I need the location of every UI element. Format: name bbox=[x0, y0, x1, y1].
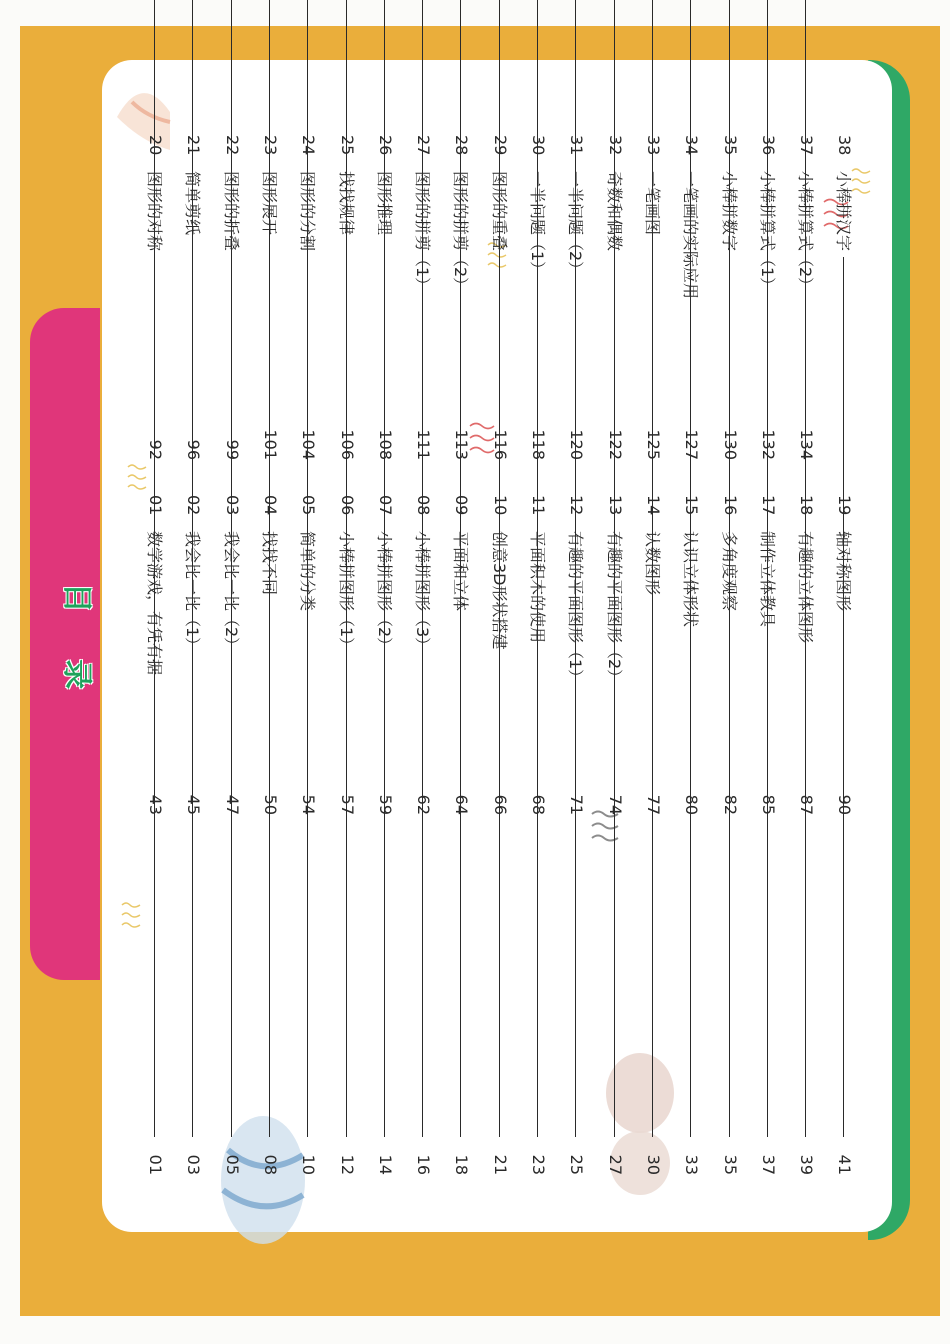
entry-number: 02 bbox=[184, 495, 204, 516]
entry-page-number: 16 bbox=[414, 1154, 434, 1175]
entry-title: 小棒拼算式（2） bbox=[796, 171, 816, 294]
entry-title: 找找不同 bbox=[260, 531, 280, 596]
entry-number: 23 bbox=[261, 135, 281, 156]
entry-page-number: 82 bbox=[721, 794, 740, 815]
entry-page-number: 43 bbox=[146, 794, 166, 815]
entry-title: 小棒拼数字 bbox=[720, 171, 739, 252]
toc-entry[interactable] bbox=[144, 0, 168, 460]
entry-title: 找找规律 bbox=[337, 171, 356, 236]
entry-title: 图形的拼剪（1） bbox=[413, 171, 433, 294]
entry-title: 认识立体形状 bbox=[681, 531, 701, 628]
toc-entry[interactable] bbox=[604, 0, 628, 460]
entry-page-number: 62 bbox=[414, 794, 434, 815]
entry-page-number: 122 bbox=[606, 429, 626, 460]
entry-number: 19 bbox=[835, 495, 855, 516]
entry-page-number: 104 bbox=[299, 429, 319, 460]
entry-page-number: 71 bbox=[567, 794, 587, 815]
toc-entry[interactable] bbox=[719, 0, 743, 460]
toc-entry[interactable] bbox=[297, 0, 321, 460]
toc-entry[interactable] bbox=[565, 0, 589, 460]
entry-number: 16 bbox=[721, 495, 740, 516]
entry-page-number: 127 bbox=[682, 429, 702, 460]
entry-title: 一半问题（2） bbox=[566, 171, 586, 278]
entry-title: 图形的对称 bbox=[145, 171, 165, 252]
toc-entry[interactable] bbox=[527, 0, 551, 460]
entry-page-number: 47 bbox=[223, 794, 243, 815]
entry-number: 07 bbox=[376, 495, 396, 516]
entry-page-number: 85 bbox=[759, 794, 779, 815]
entry-number: 24 bbox=[299, 135, 319, 156]
entry-number: 05 bbox=[299, 495, 319, 516]
toc-entry[interactable] bbox=[757, 0, 781, 460]
entry-number: 20 bbox=[146, 135, 166, 156]
entry-title: 平面积木的使用 bbox=[528, 531, 548, 644]
entry-page-number: 03 bbox=[184, 1154, 204, 1175]
entry-number: 38 bbox=[835, 135, 855, 156]
entry-page-number: 14 bbox=[376, 1154, 396, 1175]
leader-line bbox=[767, 0, 768, 422]
entry-page-number: 25 bbox=[567, 1154, 587, 1175]
entry-title: 小棒拼汉字 bbox=[834, 171, 854, 252]
toc-entry[interactable] bbox=[489, 0, 513, 460]
entry-page-number: 125 bbox=[644, 429, 664, 460]
leader-line bbox=[806, 0, 807, 422]
entry-page-number: 120 bbox=[567, 429, 587, 460]
entry-title: 平面和立体 bbox=[451, 531, 471, 612]
entry-page-number: 116 bbox=[491, 429, 511, 460]
entry-page-number: 68 bbox=[529, 794, 549, 815]
entry-page-number: 59 bbox=[376, 794, 396, 815]
entry-number: 09 bbox=[452, 495, 472, 516]
entry-page-number: 132 bbox=[759, 429, 779, 460]
entry-number: 14 bbox=[644, 495, 664, 516]
entry-number: 25 bbox=[338, 135, 357, 156]
entry-title: 创意3D形状搭建 bbox=[490, 531, 510, 650]
entry-number: 18 bbox=[797, 495, 817, 516]
entry-title: 小棒拼算式（1） bbox=[758, 171, 778, 294]
entry-page-number: 92 bbox=[146, 439, 166, 460]
entry-title: 我会比一比（1） bbox=[183, 531, 203, 654]
entry-page-number: 30 bbox=[644, 1154, 664, 1175]
entry-number: 37 bbox=[797, 135, 817, 156]
entry-title: 图形的分割 bbox=[298, 171, 318, 252]
entry-page-number: 80 bbox=[682, 794, 702, 815]
entry-number: 29 bbox=[491, 135, 511, 156]
entry-title: 多角度观察 bbox=[720, 531, 739, 612]
title-wrap bbox=[59, 582, 100, 708]
entry-page-number: 57 bbox=[338, 794, 357, 815]
entry-page-number: 39 bbox=[797, 1154, 817, 1175]
leader-line bbox=[193, 0, 194, 422]
entry-page-number: 41 bbox=[835, 1154, 855, 1175]
entry-page-number: 113 bbox=[452, 429, 472, 460]
entry-page-number: 35 bbox=[721, 1154, 740, 1175]
entry-page-number: 66 bbox=[491, 794, 511, 815]
entry-page-number: 77 bbox=[644, 794, 664, 815]
toc-entry[interactable] bbox=[833, 135, 857, 815]
leader-line bbox=[614, 0, 615, 422]
leader-line bbox=[384, 0, 385, 422]
entry-page-number: 130 bbox=[721, 429, 740, 460]
entry-page-number: 50 bbox=[261, 794, 281, 815]
entry-number: 03 bbox=[223, 495, 243, 516]
leader-line bbox=[844, 257, 845, 777]
entry-title: 简单剪纸 bbox=[183, 171, 203, 236]
entry-title: 制作立体教具 bbox=[758, 531, 778, 628]
entry-number: 06 bbox=[338, 495, 357, 516]
entry-page-number: 18 bbox=[452, 1154, 472, 1175]
entry-title: 有趣的平面图形（2） bbox=[605, 531, 625, 686]
entry-page-number: 33 bbox=[682, 1154, 702, 1175]
entry-page-number: 23 bbox=[529, 1154, 549, 1175]
entry-title: 图形的重叠 bbox=[490, 171, 510, 252]
entry-number: 22 bbox=[223, 135, 243, 156]
entry-number: 11 bbox=[529, 495, 549, 516]
entry-number: 36 bbox=[759, 135, 779, 156]
entry-title: 一笔画图 bbox=[643, 171, 663, 236]
entry-number: 35 bbox=[721, 135, 740, 156]
entry-title: 图形展开 bbox=[260, 171, 280, 236]
entry-title: 小棒拼图形（1） bbox=[337, 531, 356, 654]
entry-page-number: 118 bbox=[529, 429, 549, 460]
leader-line bbox=[155, 0, 156, 422]
toc-entry[interactable] bbox=[336, 0, 360, 460]
entry-page-number: 10 bbox=[299, 1154, 319, 1175]
entry-page-number: 12 bbox=[338, 1154, 357, 1175]
leader-line bbox=[538, 0, 539, 422]
entry-title: 认数图形 bbox=[643, 531, 663, 596]
entry-number: 15 bbox=[682, 495, 702, 516]
entry-page-number: 111 bbox=[414, 429, 434, 460]
entry-page-number: 99 bbox=[223, 439, 243, 460]
toc-entry[interactable] bbox=[374, 0, 398, 460]
entry-page-number: 74 bbox=[606, 794, 626, 815]
leader-line bbox=[691, 0, 692, 422]
leader-line bbox=[576, 0, 577, 422]
entry-page-number: 108 bbox=[376, 429, 396, 460]
leader-line bbox=[423, 0, 424, 422]
entry-number: 10 bbox=[491, 495, 511, 516]
entry-number: 26 bbox=[376, 135, 396, 156]
entry-number: 04 bbox=[261, 495, 281, 516]
entry-title: 图形推理 bbox=[375, 171, 395, 236]
entry-title: 一半问题（1） bbox=[528, 171, 548, 278]
entry-page-number: 54 bbox=[299, 794, 319, 815]
entry-number: 12 bbox=[567, 495, 587, 516]
entry-title: 有趣的立体图形 bbox=[796, 531, 816, 644]
toc-entry[interactable] bbox=[642, 0, 666, 460]
entry-title: 小棒拼图形（3） bbox=[413, 531, 433, 654]
squiggle-decoration bbox=[120, 900, 142, 940]
entry-number: 34 bbox=[682, 135, 702, 156]
entry-page-number: 01 bbox=[146, 1154, 166, 1175]
entry-title: 简单的分类 bbox=[298, 531, 318, 612]
entry-number: 28 bbox=[452, 135, 472, 156]
entry-title: 有趣的平面图形（1） bbox=[566, 531, 586, 686]
entry-page-number: 37 bbox=[759, 1154, 779, 1175]
entry-number: 01 bbox=[146, 495, 166, 516]
toc-entry[interactable] bbox=[259, 0, 283, 460]
entry-number: 21 bbox=[184, 135, 204, 156]
entry-number: 27 bbox=[414, 135, 434, 156]
entry-page-number: 96 bbox=[184, 439, 204, 460]
entry-page-number: 106 bbox=[338, 429, 357, 460]
entry-title: 图形的拼剪（2） bbox=[451, 171, 471, 294]
entry-page-number: 101 bbox=[261, 429, 281, 460]
toc-entry[interactable] bbox=[680, 0, 704, 460]
leader-line bbox=[231, 0, 232, 422]
entry-page-number: 27 bbox=[606, 1154, 626, 1175]
entry-number: 13 bbox=[606, 495, 626, 516]
leader-line bbox=[346, 0, 347, 422]
entry-page-number: 08 bbox=[261, 1154, 281, 1175]
leader-line bbox=[499, 0, 500, 422]
leader-line bbox=[269, 0, 270, 422]
leader-line bbox=[461, 0, 462, 422]
toc-entry[interactable] bbox=[182, 0, 206, 460]
entry-number: 30 bbox=[529, 135, 549, 156]
entry-title: 一笔画的实际应用 bbox=[681, 171, 701, 300]
entry-title: 数学游戏，有凭有据 bbox=[145, 531, 165, 676]
leader-line bbox=[729, 0, 730, 422]
entry-number: 32 bbox=[606, 135, 626, 156]
entry-number: 31 bbox=[567, 135, 587, 156]
entry-page-number: 134 bbox=[797, 429, 817, 460]
entry-page-number: 05 bbox=[223, 1154, 243, 1175]
entry-title: 我会比一比（2） bbox=[222, 531, 242, 654]
toc-entry[interactable] bbox=[795, 0, 819, 460]
entry-title: 小棒拼图形（2） bbox=[375, 531, 395, 654]
leader-line bbox=[308, 0, 309, 422]
entry-page-number: 45 bbox=[184, 794, 204, 815]
toc-entry[interactable] bbox=[450, 0, 474, 460]
leader-line bbox=[652, 0, 653, 422]
toc-entry[interactable] bbox=[221, 0, 245, 460]
toc-entry[interactable] bbox=[412, 0, 436, 460]
entry-page-number: 21 bbox=[491, 1154, 511, 1175]
entry-title: 图形的折叠 bbox=[222, 171, 242, 252]
entry-number: 33 bbox=[644, 135, 664, 156]
page-title: 目 录 bbox=[59, 582, 94, 708]
entry-number: 08 bbox=[414, 495, 434, 516]
entry-page-number: 87 bbox=[797, 794, 817, 815]
entry-title: 奇数和偶数 bbox=[605, 171, 625, 252]
entry-title: 轴对称图形 bbox=[834, 531, 854, 612]
entry-number: 17 bbox=[759, 495, 779, 516]
entry-page-number: 90 bbox=[835, 794, 855, 815]
entry-page-number: 64 bbox=[452, 794, 472, 815]
